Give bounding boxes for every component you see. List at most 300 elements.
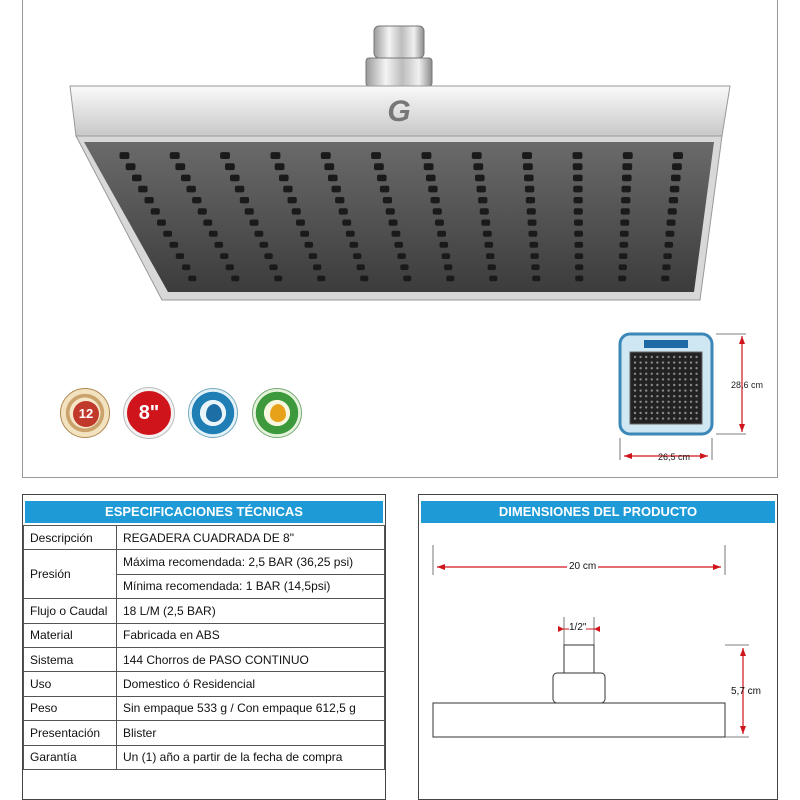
package-nozzle (634, 367, 636, 369)
height-label: 5,7 cm (731, 686, 762, 697)
package-nozzle (667, 373, 669, 375)
package-nozzle (679, 401, 681, 403)
nozzle (188, 276, 196, 282)
warranty-badge-icon (60, 388, 110, 438)
specs-title: ESPECIFICACIONES TÉCNICAS (25, 501, 383, 523)
spec-value: Blister (117, 721, 385, 745)
package-nozzle (651, 373, 653, 375)
dimensions-panel (418, 494, 778, 800)
package-nozzle (673, 367, 675, 369)
package-nozzle (684, 389, 686, 391)
package-nozzle (673, 378, 675, 380)
package-nozzle (639, 401, 641, 403)
package-nozzle (684, 378, 686, 380)
package-nozzle (679, 378, 681, 380)
package-nozzle (667, 412, 669, 414)
nozzle (335, 197, 344, 203)
nozzle (486, 253, 494, 259)
package-nozzle (667, 406, 669, 408)
nozzle (622, 175, 632, 182)
package-nozzle (645, 378, 647, 380)
nozzle (240, 197, 249, 203)
package-nozzle (656, 417, 658, 419)
nozzle (475, 175, 485, 182)
nozzle (226, 264, 234, 270)
nozzle (488, 264, 496, 270)
nozzle (574, 197, 583, 203)
spec-value: 18 L/M (2,5 BAR) (117, 599, 385, 623)
package-nozzle (667, 389, 669, 391)
nozzle (522, 152, 532, 159)
package-nozzle (639, 384, 641, 386)
nozzle (170, 242, 179, 248)
nozzle (575, 276, 583, 282)
package-nozzle (667, 361, 669, 363)
nozzle (574, 220, 583, 226)
package-nozzle (690, 373, 692, 375)
package-height-label: 28,6 cm (731, 380, 764, 390)
nozzle (182, 264, 190, 270)
package-nozzle (634, 401, 636, 403)
package-nozzle (634, 378, 636, 380)
table-row (24, 745, 385, 769)
spec-label: Peso (24, 696, 117, 720)
package-nozzle (651, 361, 653, 363)
package-nozzle (684, 367, 686, 369)
package-nozzle (634, 406, 636, 408)
package-nozzle (690, 412, 692, 414)
package-nozzle (684, 395, 686, 397)
nozzle (667, 220, 676, 226)
nozzle (663, 253, 671, 259)
package-nozzle (656, 406, 658, 408)
nozzle (181, 175, 191, 182)
package-width-label: 26,5 cm (658, 452, 691, 462)
nozzle (428, 186, 437, 193)
package-nozzle (695, 384, 697, 386)
package-nozzle (679, 389, 681, 391)
nozzle (485, 242, 494, 248)
nozzle (374, 163, 384, 170)
nozzle (446, 276, 454, 282)
spec-label: Garantía (24, 745, 117, 769)
package-nozzle (639, 378, 641, 380)
nozzle (666, 231, 675, 237)
package-nozzle (695, 361, 697, 363)
package-nozzle (645, 412, 647, 414)
nozzle (662, 264, 670, 270)
nozzle (489, 276, 497, 282)
package-nozzle (673, 373, 675, 375)
table-row (24, 672, 385, 696)
nozzle (573, 186, 582, 193)
package-nozzle (656, 367, 658, 369)
package-nozzle (639, 361, 641, 363)
package-nozzle (673, 412, 675, 414)
package-nozzle (662, 378, 664, 380)
spec-label: Descripción (24, 526, 117, 550)
nozzle (220, 152, 230, 159)
brand-logo: G (387, 95, 411, 128)
spec-value: Domestico ó Residencial (117, 672, 385, 696)
nozzle (403, 276, 411, 282)
package-nozzle (651, 378, 653, 380)
package-nozzle (645, 361, 647, 363)
package-nozzle (656, 361, 658, 363)
dimension-drawing (419, 495, 777, 799)
specs-table (23, 525, 385, 770)
nozzle (126, 163, 136, 170)
package-nozzle (684, 412, 686, 414)
nozzle (176, 253, 184, 259)
package-nozzle (639, 395, 641, 397)
package-nozzle (656, 395, 658, 397)
package-nozzle (645, 406, 647, 408)
package-nozzle (679, 373, 681, 375)
package-nozzle (673, 401, 675, 403)
nozzle (328, 175, 338, 182)
nozzle (321, 152, 331, 159)
package-nozzle (667, 378, 669, 380)
nozzle (145, 197, 154, 203)
spec-label: Uso (24, 672, 117, 696)
width-label: 20 cm (569, 561, 597, 572)
package-nozzle (639, 406, 641, 408)
package-nozzle (695, 389, 697, 391)
package-nozzle (639, 367, 641, 369)
package-nozzle (634, 395, 636, 397)
nozzle (283, 186, 292, 193)
nozzle (529, 231, 538, 237)
package-nozzle (673, 417, 675, 419)
nozzle (575, 242, 584, 248)
package-nozzle (662, 417, 664, 419)
package-nozzle (695, 395, 697, 397)
nozzle (389, 220, 398, 226)
nozzle (480, 208, 489, 214)
nozzle (525, 186, 534, 193)
package-nozzle (634, 384, 636, 386)
dimensions-title: DIMENSIONES DEL PRODUCTO (421, 501, 775, 523)
package-nozzle (684, 356, 686, 358)
nozzle (400, 264, 408, 270)
table-row (24, 647, 385, 671)
package-nozzle (656, 373, 658, 375)
package-nozzle (695, 373, 697, 375)
package-nozzle (695, 367, 697, 369)
nozzle (250, 220, 259, 226)
nozzle (575, 253, 583, 259)
nozzle (269, 264, 277, 270)
nozzle (431, 197, 440, 203)
spec-value: Máxima recomendada: 2,5 BAR (36,25 psi) (117, 550, 385, 574)
nozzle (296, 220, 305, 226)
nozzle (433, 208, 442, 214)
nozzle (673, 152, 683, 159)
package-nozzle (695, 378, 697, 380)
package-nozzle (673, 361, 675, 363)
nozzle (530, 253, 538, 259)
package-nozzle (645, 417, 647, 419)
nozzle (670, 186, 679, 193)
package-nozzle (662, 406, 664, 408)
nozzle (317, 276, 325, 282)
nozzle (380, 186, 389, 193)
nozzle (444, 264, 452, 270)
package-diagram (606, 318, 776, 468)
nozzle (620, 242, 629, 248)
package-nozzle (673, 356, 675, 358)
package-nozzle (690, 395, 692, 397)
package-nozzle (651, 417, 653, 419)
package-nozzle (651, 406, 653, 408)
nozzle (220, 253, 228, 259)
package-nozzle (645, 401, 647, 403)
nozzle (264, 253, 272, 259)
nozzle (472, 152, 482, 159)
package-nozzle (656, 384, 658, 386)
package-nozzle (639, 389, 641, 391)
table-row (24, 526, 385, 550)
package-nozzle (667, 384, 669, 386)
nozzle (478, 197, 487, 203)
nozzle (619, 253, 627, 259)
nozzle (138, 186, 147, 193)
nozzle (442, 253, 450, 259)
package-nozzle (684, 406, 686, 408)
package-nozzle (667, 395, 669, 397)
warranty-years: 12 (73, 401, 99, 427)
nozzle (235, 186, 244, 193)
orange-icon (270, 404, 286, 422)
nozzle (574, 208, 583, 214)
package-nozzle (679, 384, 681, 386)
spec-label: Material (24, 623, 117, 647)
table-row (24, 623, 385, 647)
nozzle (528, 220, 537, 226)
nozzle (668, 208, 677, 214)
package-nozzle (662, 356, 664, 358)
profile-connector (564, 645, 594, 673)
package-nozzle (690, 389, 692, 391)
package-nozzle (645, 389, 647, 391)
nozzle (620, 220, 629, 226)
package-nozzle (662, 412, 664, 414)
package-nozzle (662, 384, 664, 386)
nozzle (483, 231, 492, 237)
nozzle (324, 163, 334, 170)
nozzle (245, 208, 254, 214)
nozzle (198, 208, 207, 214)
table-row (24, 550, 385, 574)
nozzle (360, 276, 368, 282)
package-nozzle (695, 401, 697, 403)
nozzle (157, 220, 166, 226)
nozzle (300, 231, 309, 237)
nozzle (473, 163, 483, 170)
package-nozzle (690, 356, 692, 358)
nozzle (332, 186, 341, 193)
package-nozzle (667, 356, 669, 358)
package-nozzle (639, 373, 641, 375)
spec-value: Sin empaque 533 g / Con empaque 612,5 g (117, 696, 385, 720)
nozzle (621, 208, 630, 214)
nozzle (274, 276, 282, 282)
package-nozzle (690, 406, 692, 408)
package-nozzle (639, 412, 641, 414)
package-nozzle (645, 367, 647, 369)
package-nozzle (634, 412, 636, 414)
nozzle (532, 276, 540, 282)
nozzle (527, 208, 536, 214)
nozzle (573, 163, 583, 170)
package-nozzle (679, 395, 681, 397)
package-nozzle (695, 356, 697, 358)
package-nozzle (645, 373, 647, 375)
spec-value: REGADERA CUADRADA DE 8" (117, 526, 385, 550)
package-nozzle (684, 401, 686, 403)
package-nozzle (673, 395, 675, 397)
nozzle (424, 163, 434, 170)
nozzle (530, 242, 539, 248)
package-nozzle (651, 367, 653, 369)
spec-label: Presentación (24, 721, 117, 745)
spec-value: Un (1) año a partir de la fecha de compra (117, 745, 385, 769)
nozzle (225, 163, 235, 170)
nozzle (309, 253, 317, 259)
spec-label: Flujo o Caudal (24, 599, 117, 623)
nozzle (383, 197, 392, 203)
nozzle (477, 186, 486, 193)
nozzle (623, 152, 633, 159)
nozzle (271, 152, 281, 159)
nozzle (339, 208, 348, 214)
package-nozzle (662, 373, 664, 375)
package-nozzle (634, 356, 636, 358)
package-nozzle (634, 373, 636, 375)
nozzle (426, 175, 436, 182)
package-nozzle (684, 384, 686, 386)
nozzle (621, 197, 630, 203)
package-nozzle (645, 356, 647, 358)
package-nozzle (684, 373, 686, 375)
package-nozzle (673, 389, 675, 391)
package-nozzle (673, 384, 675, 386)
package-nozzle (651, 395, 653, 397)
nozzle (132, 175, 142, 182)
package-nozzle (656, 356, 658, 358)
water-saving-icon (188, 388, 238, 438)
package-label (644, 340, 688, 348)
package-nozzle (679, 367, 681, 369)
nozzle (661, 276, 669, 282)
nozzle (386, 208, 395, 214)
nozzle (279, 175, 289, 182)
package-nozzle (639, 417, 641, 419)
size-badge-icon: 8" (124, 388, 174, 438)
nozzle (526, 197, 535, 203)
nozzle (346, 231, 355, 237)
nozzle (151, 208, 160, 214)
package-nozzle (679, 417, 681, 419)
nozzle (575, 264, 583, 270)
table-row (24, 696, 385, 720)
nozzle (209, 231, 218, 237)
nozzle (342, 220, 351, 226)
nozzle (163, 231, 172, 237)
package-nozzle (684, 361, 686, 363)
nozzle (481, 220, 490, 226)
nozzle (622, 186, 631, 193)
package-nozzle (651, 389, 653, 391)
package-nozzle (651, 401, 653, 403)
nozzle (288, 197, 297, 203)
table-row (24, 721, 385, 745)
profile-head (433, 703, 725, 737)
nozzle (440, 242, 449, 248)
nozzle (435, 220, 444, 226)
nozzle (669, 197, 678, 203)
nozzle (620, 231, 629, 237)
package-nozzle (690, 378, 692, 380)
nozzle (350, 242, 359, 248)
package-nozzle (634, 417, 636, 419)
nozzle (573, 175, 583, 182)
package-nozzle (690, 361, 692, 363)
nozzle (397, 253, 405, 259)
nozzle (619, 264, 627, 270)
package-nozzle (673, 406, 675, 408)
package-nozzle (634, 389, 636, 391)
nozzle (531, 264, 539, 270)
package-nozzle (656, 401, 658, 403)
connector-top (374, 26, 424, 58)
nozzle (665, 242, 674, 248)
specs-panel (22, 494, 386, 800)
nozzle (618, 276, 626, 282)
package-nozzle (656, 389, 658, 391)
package-nozzle (656, 412, 658, 414)
package-nozzle (679, 361, 681, 363)
nozzle (203, 220, 212, 226)
nozzle (120, 152, 130, 159)
nozzle (292, 208, 301, 214)
nozzle (275, 163, 285, 170)
nozzle (260, 242, 269, 248)
nozzle (377, 175, 387, 182)
nozzle (622, 163, 632, 170)
package-nozzle (679, 406, 681, 408)
nozzle (371, 152, 381, 159)
nozzle (353, 253, 361, 259)
nozzle (215, 242, 224, 248)
package-nozzle (662, 401, 664, 403)
nozzle (437, 231, 446, 237)
eco-product-icon (252, 388, 302, 438)
nozzle (672, 163, 682, 170)
nozzle (574, 231, 583, 237)
nozzle (313, 264, 321, 270)
nozzle (305, 242, 314, 248)
package-nozzle (651, 356, 653, 358)
package-nozzle (695, 412, 697, 414)
nozzle (255, 231, 264, 237)
package-nozzle (690, 417, 692, 419)
nozzle (395, 242, 404, 248)
package-nozzle (667, 417, 669, 419)
nozzle (422, 152, 432, 159)
spec-label: Sistema (24, 647, 117, 671)
